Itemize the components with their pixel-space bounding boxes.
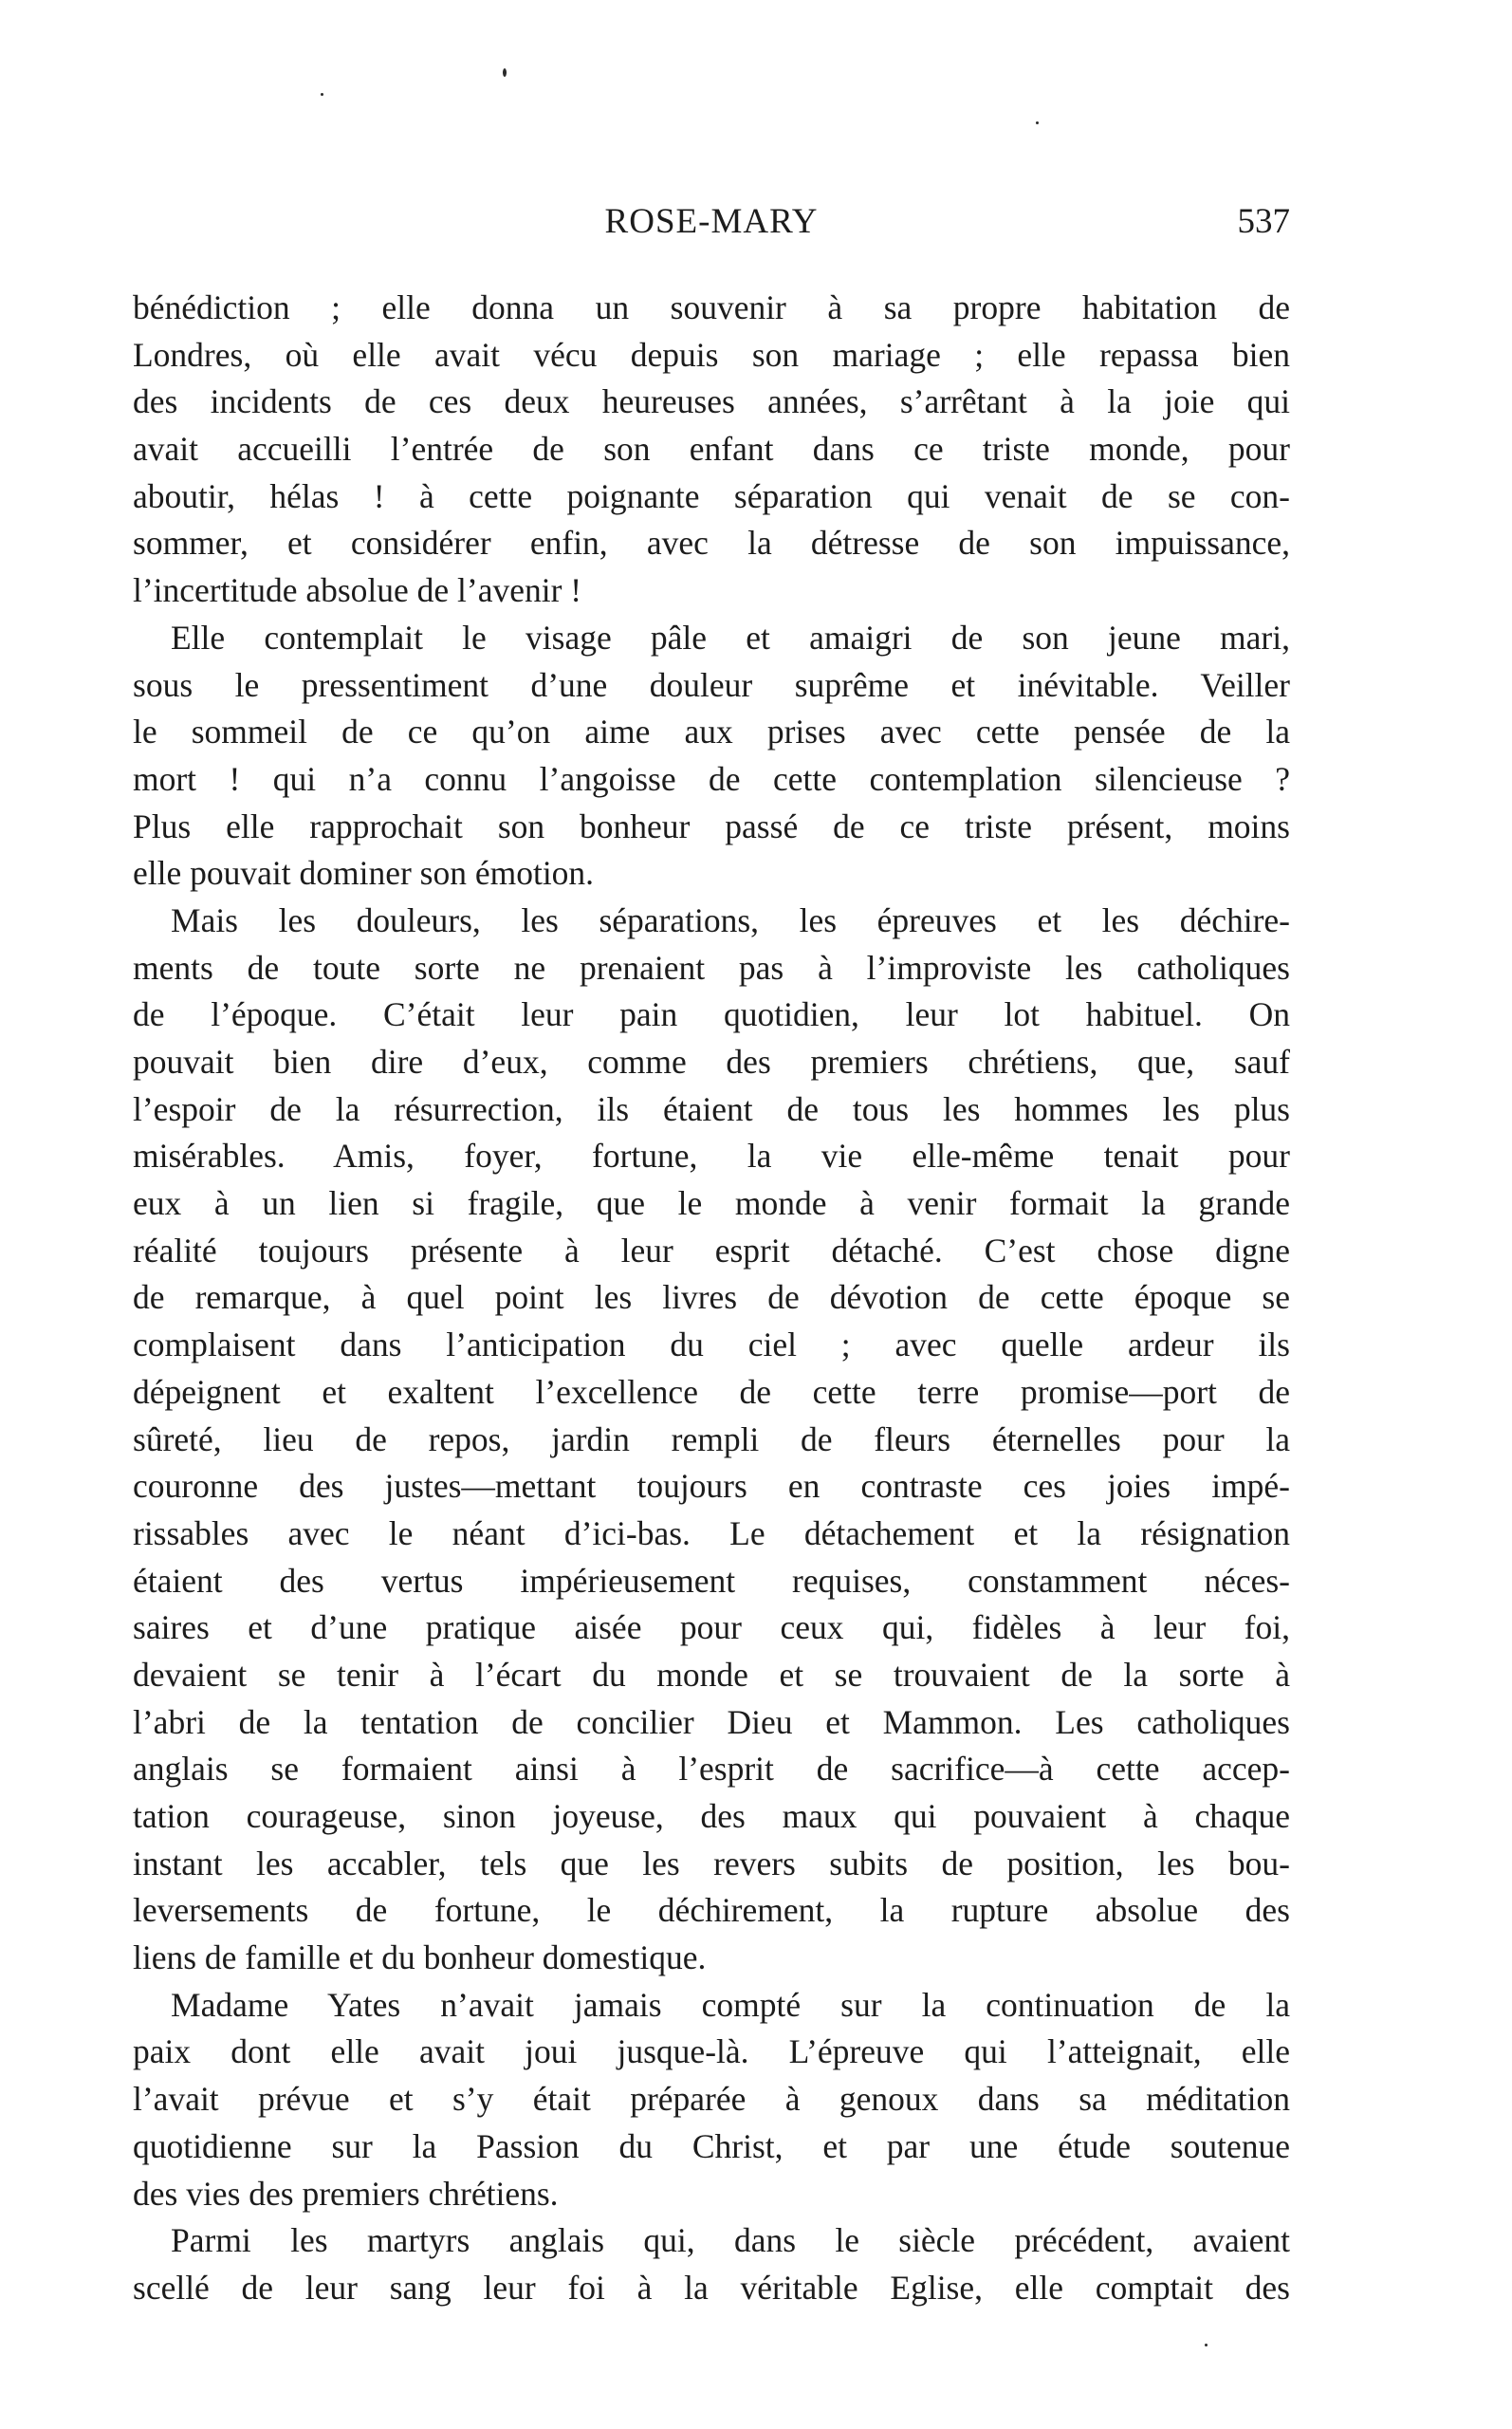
- text-line: avait accueilli l’entrée de son enfant dans ce triste monde, pour: [133, 430, 1290, 469]
- text-line: tation courageuse, sinon joyeuse, des maux qui pouvaient à chaque: [133, 1797, 1290, 1835]
- text-line: réalité toujours présente à leur esprit détaché. C’est chose digne: [133, 1231, 1290, 1270]
- text-line: paix dont elle avait joui jusque-là. L’épreuve qui l’atteignait, elle: [133, 2032, 1290, 2071]
- page-header: [133, 201, 1290, 258]
- text-line: sûreté, lieu de repos, jardin rempli de fleurs éternelles pour la: [133, 1419, 1290, 1458]
- text-line: scellé de leur sang leur foi à la véritable Eglise, elle comptait des: [133, 2268, 1290, 2307]
- text-line: étaient des vertus impérieusement requises, constamment néces-: [133, 1561, 1290, 1600]
- text-line: bénédiction ; elle donna un souvenir à sa propre habitation de: [133, 288, 1290, 326]
- text-line: sommer, et considérer enfin, avec la détresse de son impuissance,: [133, 524, 1290, 563]
- text-line: devaient se tenir à l’écart du monde et se trouvaient de la sorte à: [133, 1655, 1290, 1694]
- running-title: ROSE-MARY: [604, 202, 819, 241]
- text-line: de remarque, à quel point les livres de dévotion de cette époque se: [133, 1278, 1290, 1317]
- print-speck: [503, 68, 507, 77]
- text-line: leversements de fortune, le déchirement, la rupture absolue des: [133, 1891, 1290, 1930]
- text-line: rissables avec le néant d’ici-bas. Le détachement et la résignation: [133, 1513, 1290, 1552]
- text-line: elle pouvait dominer son émotion.: [133, 854, 595, 893]
- text-line: Mais les douleurs, les séparations, les épreuves et les déchire-: [171, 900, 1290, 939]
- text-line: eux à un lien si fragile, que le monde à venir formait la grande: [133, 1184, 1290, 1223]
- text-line: sous le pressentiment d’une douleur suprême et inévitable. Veiller: [133, 665, 1290, 704]
- print-speck: [1205, 2344, 1208, 2346]
- text-line: dépeignent et exaltent l’excellence de cette terre promise—port de: [133, 1372, 1290, 1411]
- text-line: mort ! qui n’a connu l’angoisse de cette contemplation silencieuse ?: [133, 759, 1290, 798]
- text-line: Parmi les martyrs anglais qui, dans le siècle précédent, avaient: [171, 2221, 1290, 2260]
- text-line: l’espoir de la résurrection, ils étaient de tous les hommes les plus: [133, 1089, 1290, 1128]
- text-line: Plus elle rapprochait son bonheur passé de ce triste présent, moins: [133, 807, 1290, 845]
- text-line: couronne des justes—mettant toujours en contraste ces joies impé-: [133, 1467, 1290, 1506]
- text-line: Elle contemplait le visage pâle et amaigri de son jeune mari,: [171, 618, 1290, 657]
- paragraph: [133, 615, 1290, 898]
- text-line: des vies des premiers chrétiens.: [133, 2174, 559, 2213]
- print-speck: [321, 93, 323, 96]
- text-line: de l’époque. C’était leur pain quotidien, leur lot habituel. On: [133, 995, 1290, 1034]
- print-speck: [1036, 121, 1039, 124]
- paragraph: [133, 285, 1290, 615]
- text-line: misérables. Amis, foyer, fortune, la vie elle-même tenait pour: [133, 1137, 1290, 1176]
- text-line: Madame Yates n’avait jamais compté sur la continuation de la: [171, 1985, 1290, 2024]
- text-line: des incidents de ces deux heureuses années, s’arrêtant à la joie qui: [133, 382, 1290, 421]
- text-line: le sommeil de ce qu’on aime aux prises avec cette pensée de la: [133, 713, 1290, 751]
- text-line: l’abri de la tentation de concilier Dieu et Mammon. Les catholiques: [133, 1702, 1290, 1741]
- text-line: ments de toute sorte ne prenaient pas à l’improviste les catholiques: [133, 948, 1290, 987]
- paragraph: [133, 898, 1290, 1982]
- text-line: complaisent dans l’anticipation du ciel ; avec quelle ardeur ils: [133, 1326, 1290, 1364]
- body-text: [133, 285, 1290, 2312]
- text-line: Londres, où elle avait vécu depuis son mariage ; elle repassa bien: [133, 335, 1290, 374]
- text-line: anglais se formaient ainsi à l’esprit de sacrifice—à cette accep-: [133, 1750, 1290, 1789]
- text-line: quotidienne sur la Passion du Christ, et par une étude soutenue: [133, 2126, 1290, 2165]
- paragraph: [133, 2217, 1290, 2311]
- text-line: liens de famille et du bonheur domestique.: [133, 1938, 707, 1977]
- text-line: aboutir, hélas ! à cette poignante séparation qui venait de se con-: [133, 476, 1290, 515]
- text-line: saires et d’une pratique aisée pour ceux qui, fidèles à leur foi,: [133, 1608, 1290, 1647]
- text-line: l’incertitude absolue de l’avenir !: [133, 571, 582, 610]
- page-number: 537: [1237, 202, 1290, 241]
- paragraph: [133, 1982, 1290, 2217]
- text-line: pouvait bien dire d’eux, comme des premiers chrétiens, que, sauf: [133, 1043, 1290, 1081]
- text-line: l’avait prévue et s’y était préparée à genoux dans sa méditation: [133, 2080, 1290, 2119]
- text-line: instant les accabler, tels que les revers subits de position, les bou-: [133, 1844, 1290, 1882]
